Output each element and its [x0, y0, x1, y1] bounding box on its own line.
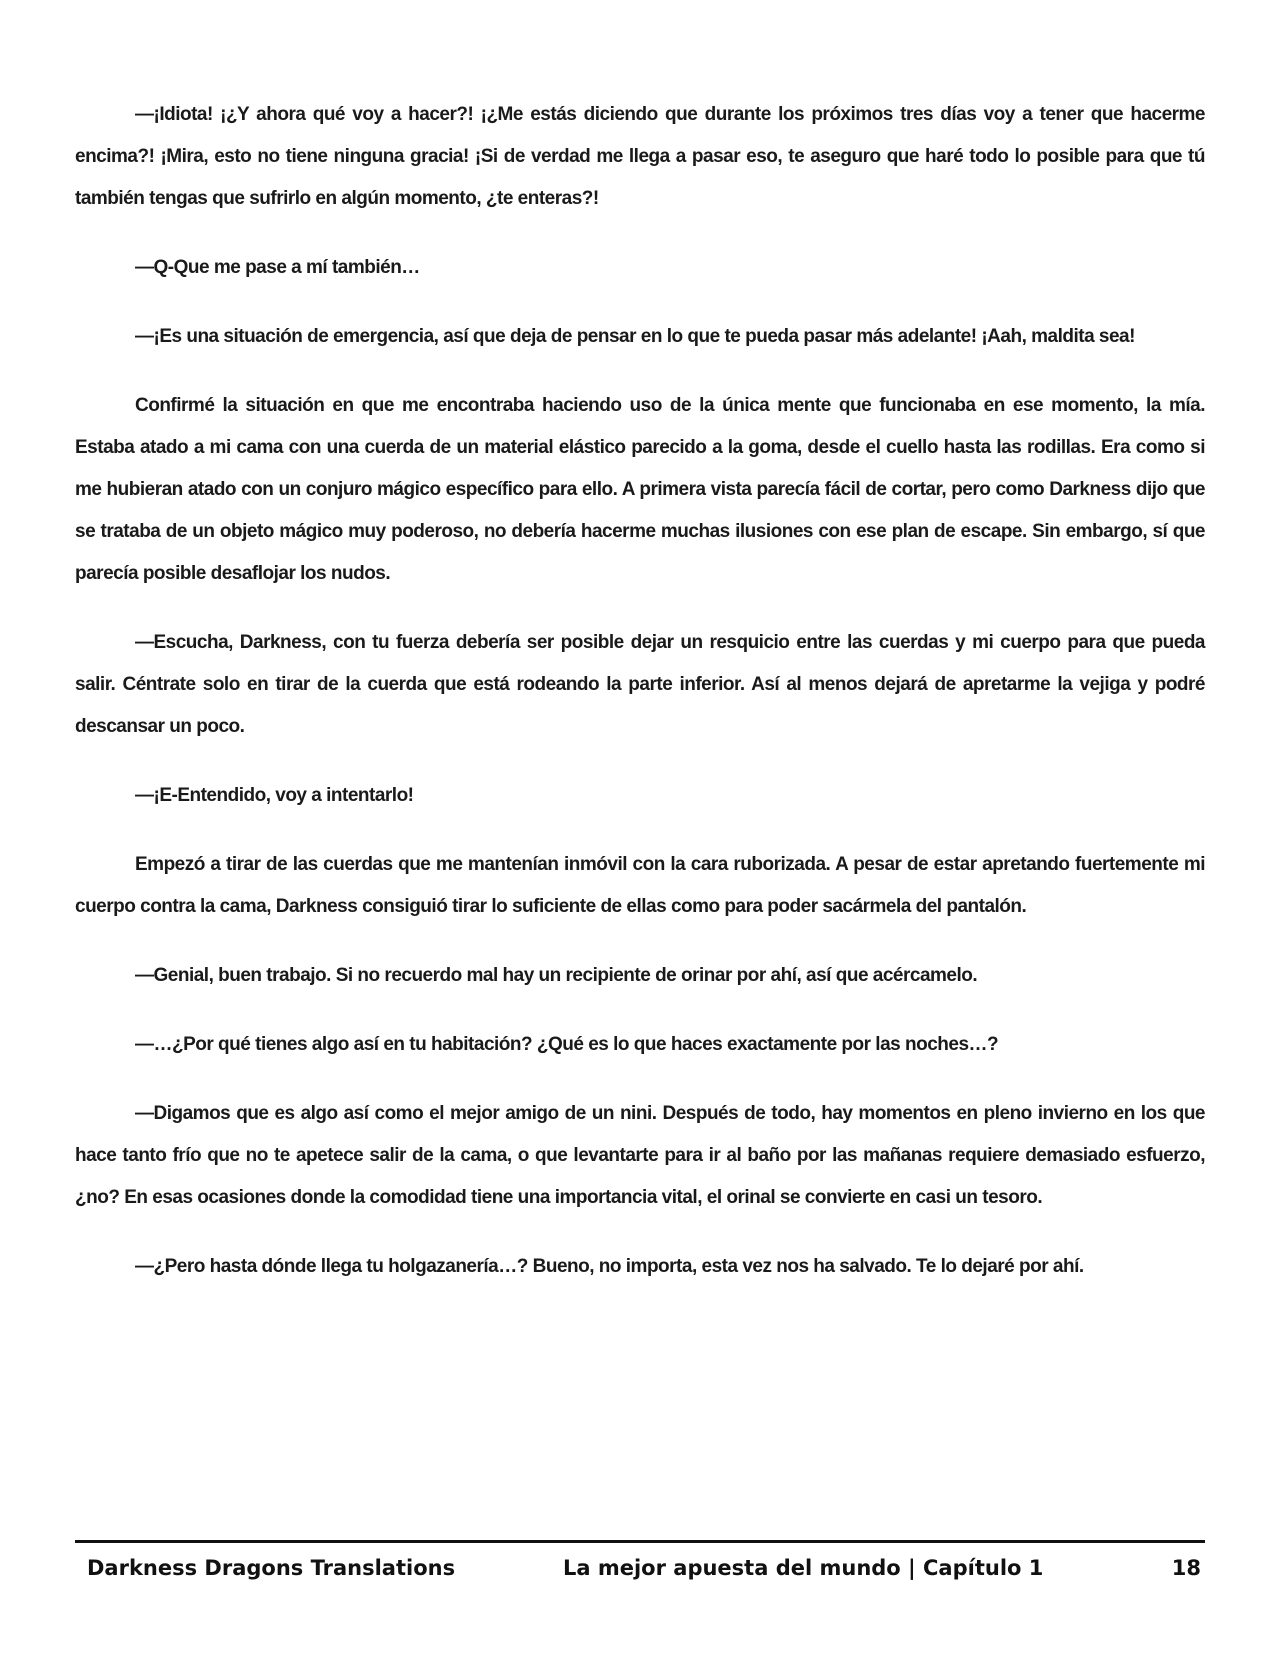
paragraph-3: —¡Es una situación de emergencia, así que deja de pensar en lo que te pueda pasar más adelante! ¡Aah, maldita sea! [135, 326, 1135, 347]
page-number: 18 [1171, 1556, 1201, 1580]
footer-publisher: Darkness Dragons Translations [87, 1556, 456, 1580]
footer-book-title: La mejor apuesta del mundo | Capítulo 1 [563, 1556, 1044, 1580]
paragraph-11: —¿Pero hasta dónde llega tu holgazanería…? Bueno, no importa, esta vez nos ha salvado. Te lo dejaré por ahí. [135, 1256, 1084, 1277]
paragraph-6: —¡E-Entendido, voy a intentarlo! [135, 785, 414, 806]
paragraph-8: —Genial, buen trabajo. Si no recuerdo mal hay un recipiente de orinar por ahí, así que acércamelo. [135, 965, 978, 986]
paragraph-1: —¡Idiota! ¡¿Y ahora qué voy a hacer?! ¡¿Me estás diciendo que durante los próximos tres días voy a tener que hacerme encima?! ¡Mira, esto no tiene ninguna gracia! ¡Si de verdad me llega a pasar eso, te aseguro que haré todo lo posible para que tú también tengas que sufrirlo en algún momento, ¿te enteras?! [75, 104, 1205, 209]
paragraph-4: Confirmé la situación en que me encontraba haciendo uso de la única mente que funcionaba en ese momento, la mía. Estaba atado a mi cama con una cuerda de un material elástico parecido a la goma, desde el cuello hasta las rodillas. Era como si me hubieran atado con un conjuro mágico específico para ello. A primera vista parecía fácil de cortar, pero como Darkness dijo que se trataba de un objeto mágico muy poderoso, no debería hacerme muchas ilusiones con ese plan de escape. Sin embargo, sí que parecía posible desaflojar los nudos. [75, 395, 1205, 584]
footer-divider [75, 1540, 1205, 1543]
paragraph-5: —Escucha, Darkness, con tu fuerza debería ser posible dejar un resquicio entre las cuerdas y mi cuerpo para que pueda salir. Céntrate solo en tirar de la cuerda que está rodeando la parte inferior. Así al menos dejará de apretarme la vejiga y podré descansar un poco. [75, 632, 1205, 737]
paragraph-10: —Digamos que es algo así como el mejor amigo de un nini. Después de todo, hay momentos en pleno invierno en los que hace tanto frío que no te apetece salir de la cama, o que levantarte para ir al baño por las mañanas requiere demasiado esfuerzo, ¿no? En esas ocasiones donde la comodidad tiene una importancia vital, el orinal se convierte en casi un tesoro. [75, 1103, 1205, 1208]
paragraph-7: Empezó a tirar de las cuerdas que me mantenían inmóvil con la cara ruborizada. A pesar de estar apretando fuertemente mi cuerpo contra la cama, Darkness consiguió tirar lo suficiente de ellas como para poder sacármela del pantalón. [75, 854, 1205, 917]
page-footer [75, 1548, 1205, 1588]
paragraph-9: —…¿Por qué tienes algo así en tu habitación? ¿Qué es lo que haces exactamente por las noches…? [135, 1034, 999, 1055]
paragraph-2: —Q-Que me pase a mí también… [135, 257, 420, 278]
page-body [75, 94, 1205, 1315]
